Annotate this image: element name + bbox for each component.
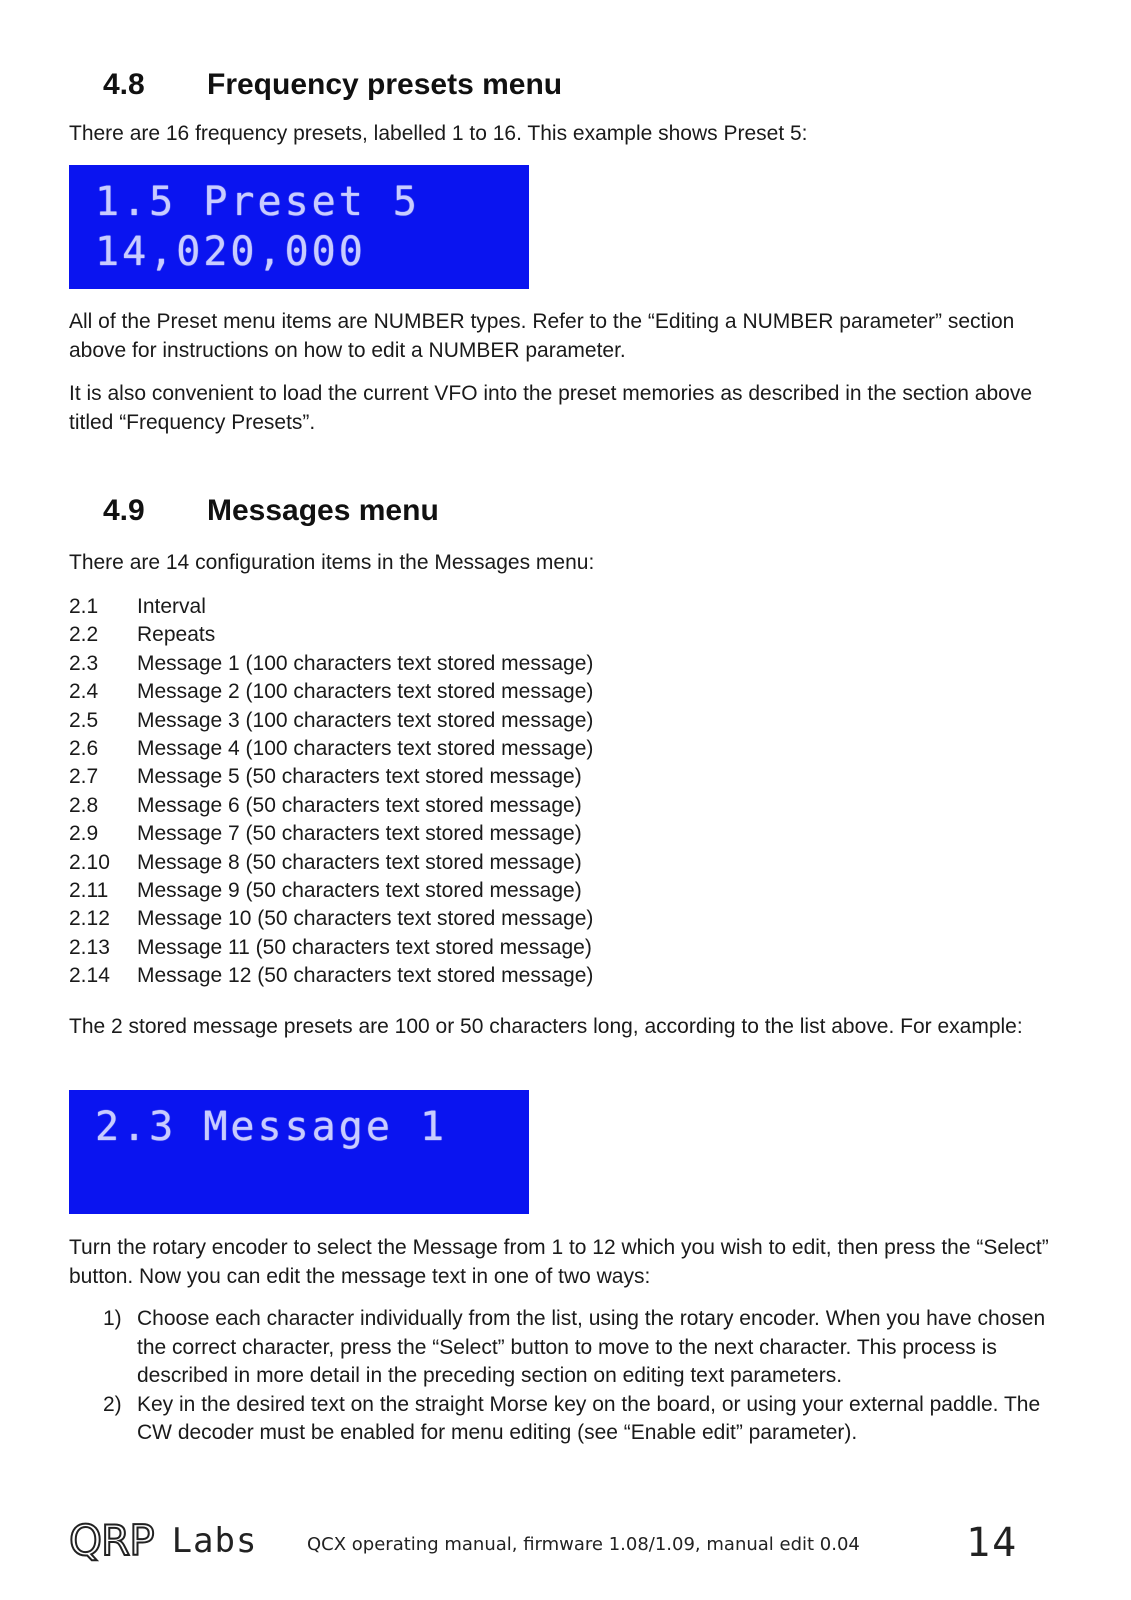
list-item bbox=[69, 763, 1069, 791]
list-item bbox=[69, 593, 1069, 621]
item-label: Message 11 (50 characters text stored message) bbox=[137, 935, 592, 959]
messages-length-paragraph: The 2 stored message presets are 100 or 50 characters long, according to the list above. For example: bbox=[69, 1015, 1023, 1038]
item-label: Message 5 (50 characters text stored message) bbox=[137, 765, 582, 789]
messages-select-paragraph: Turn the rotary encoder to select the Message from 1 to 12 which you wish to edit, then press the “Select” button. Now you can edit the message text in one of two ways: bbox=[69, 1236, 1049, 1288]
list-item bbox=[69, 1305, 1059, 1391]
section-title: Messages menu bbox=[207, 494, 439, 527]
logo-qrp-text: QRP bbox=[69, 1516, 154, 1565]
section-heading-4-8 bbox=[103, 68, 562, 102]
item-index: 2.2 bbox=[69, 623, 99, 647]
list-item bbox=[69, 621, 1069, 649]
step-number: 2) bbox=[103, 1392, 122, 1416]
item-label: Message 7 (50 characters text stored message) bbox=[137, 822, 582, 846]
item-label: Message 9 (50 characters text stored message) bbox=[137, 878, 582, 902]
edit-methods-list bbox=[69, 1305, 1059, 1448]
item-label: Message 8 (50 characters text stored message) bbox=[137, 850, 582, 874]
item-label: Message 12 (50 characters text stored message) bbox=[137, 964, 594, 988]
item-index: 2.1 bbox=[69, 595, 99, 618]
item-index: 2.4 bbox=[69, 680, 99, 704]
logo-labs-text: Labs bbox=[171, 1521, 258, 1561]
item-index: 2.10 bbox=[69, 850, 110, 874]
item-label: Message 10 (50 characters text stored message) bbox=[137, 907, 594, 931]
list-item bbox=[69, 905, 1069, 933]
item-index: 2.12 bbox=[69, 907, 110, 931]
section-number: 4.9 bbox=[103, 494, 145, 527]
item-index: 2.11 bbox=[69, 878, 109, 902]
list-item bbox=[69, 650, 1069, 678]
section-title: Frequency presets menu bbox=[207, 68, 563, 101]
list-item bbox=[69, 1391, 1059, 1448]
item-label: Message 3 (100 characters text stored message) bbox=[137, 708, 594, 732]
presets-vfo-paragraph: It is also convenient to load the current VFO into the preset memories as described in the section above titled “Frequency Presets”. bbox=[69, 382, 1033, 434]
item-label: Interval bbox=[137, 595, 206, 618]
item-index: 2.7 bbox=[69, 765, 99, 789]
messages-menu-list bbox=[69, 593, 1069, 990]
presets-intro: There are 16 frequency presets, labelled 1 to 16. This example shows Preset 5: bbox=[69, 122, 808, 145]
item-index: 2.5 bbox=[69, 708, 99, 732]
qrp-labs-logo bbox=[69, 1518, 257, 1564]
item-index: 2.13 bbox=[69, 935, 110, 959]
list-item bbox=[69, 877, 1069, 905]
item-label: Message 2 (100 characters text stored message) bbox=[137, 680, 594, 704]
item-label: Message 4 (100 characters text stored message) bbox=[137, 736, 594, 760]
item-index: 2.8 bbox=[69, 793, 99, 817]
item-label: Message 1 (100 characters text stored message) bbox=[137, 651, 594, 675]
section-number: 4.8 bbox=[103, 68, 145, 101]
page-footer bbox=[69, 1518, 1019, 1568]
messages-intro: There are 14 configuration items in the Messages menu: bbox=[69, 551, 595, 574]
list-item bbox=[69, 792, 1069, 820]
list-item bbox=[69, 707, 1069, 735]
lcd-line-1: 2.3 Message 1 bbox=[95, 1104, 448, 1150]
list-item bbox=[69, 849, 1069, 877]
step-number: 1) bbox=[103, 1307, 122, 1330]
page-number: 14 bbox=[966, 1520, 1019, 1566]
section-heading-4-9 bbox=[103, 494, 439, 528]
step-text: Choose each character individually from the list, using the rotary encoder. When you have chosen the correct character, press the “Select” button to move to the next character. This process is described in more detail in the preceding section on editing text parameters. bbox=[137, 1307, 1046, 1387]
list-item bbox=[69, 934, 1069, 962]
item-index: 2.14 bbox=[69, 964, 110, 988]
lcd-display-preset bbox=[69, 165, 529, 289]
presets-number-paragraph: All of the Preset menu items are NUMBER types. Refer to the “Editing a NUMBER parameter” section above for instructions on how to edit a NUMBER parameter. bbox=[69, 310, 1015, 362]
lcd-line-2: 14,020,000 bbox=[95, 229, 366, 275]
lcd-line-1: 1.5 Preset 5 bbox=[95, 179, 420, 225]
list-item bbox=[69, 820, 1069, 848]
item-label: Repeats bbox=[137, 623, 216, 647]
step-text: Key in the desired text on the straight Morse key on the board, or using your external paddle. The CW decoder must be enabled for menu editing (see “Enable edit” parameter). bbox=[137, 1392, 1041, 1444]
item-label: Message 6 (50 characters text stored message) bbox=[137, 793, 582, 817]
item-index: 2.6 bbox=[69, 736, 99, 760]
footer-caption: QCX operating manual, firmware 1.08/1.09, manual edit 0.04 bbox=[307, 1534, 860, 1555]
item-index: 2.9 bbox=[69, 822, 99, 846]
list-item bbox=[69, 735, 1069, 763]
list-item bbox=[69, 678, 1069, 706]
lcd-display-message bbox=[69, 1090, 529, 1214]
item-index: 2.3 bbox=[69, 651, 99, 675]
list-item bbox=[69, 962, 1069, 990]
